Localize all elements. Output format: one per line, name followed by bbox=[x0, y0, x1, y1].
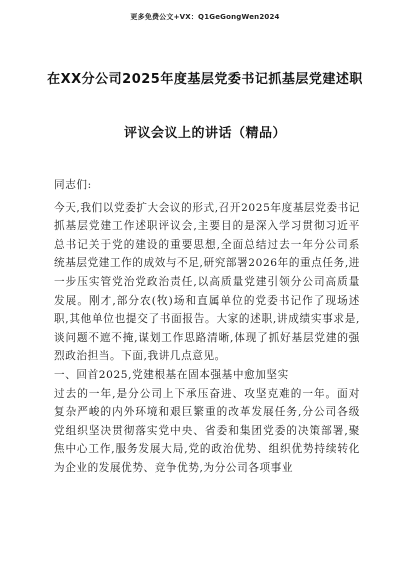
paragraph-intro: 今天,我们以党委扩大会议的形式,召开2025年度基层党委书记抓基层党建工作述职评议会,主要目的是深入学习贯彻习近平总书记关于党的建设的重要思想,全面总结过去一年分公司系统基层党建工作的成效与不足,研究部署2026年的重点任务,进一步压实管党治党政治责任,以高质量党建引领分公司高质量发展。刚才,部分农(牧)场和直属单位的党委书记作了现场述职,其他单位也提交了书面报告。大家的述职,讲成绩实事求是,谈问题不遮不掩,谋划工作思路清晰,体现了抓好基层党建的强烈政治担当。下面,我讲几点意见。 bbox=[54, 201, 360, 363]
section-heading-1: 一、回首2025,党建根基在固本强基中愈加坚实 bbox=[54, 368, 289, 381]
greeting: 同志们: bbox=[54, 179, 92, 191]
paragraph-review: 过去的一年,是分公司上下承压奋进、攻坚克难的一年。面对复杂严峻的内外环境和艰巨繁重的改革发展任务,分公司各级党组织坚决贯彻落实党中央、省委和集团党委的决策部署,聚焦中心工作,服务发展大局,党的政治优势、组织优势持续转化为企业的发展优势、竞争优势,为分公司各项事业 bbox=[54, 387, 360, 474]
header-note: 更多免费公文+VX：Q1GeGongWen2024 bbox=[130, 13, 280, 21]
document-body bbox=[54, 176, 360, 478]
document-title-line-2: 评议会议上的讲话（精品） bbox=[123, 126, 286, 141]
document-title-line-1: 在XX分公司2025年度基层党委书记抓基层党建述职 bbox=[47, 72, 363, 87]
